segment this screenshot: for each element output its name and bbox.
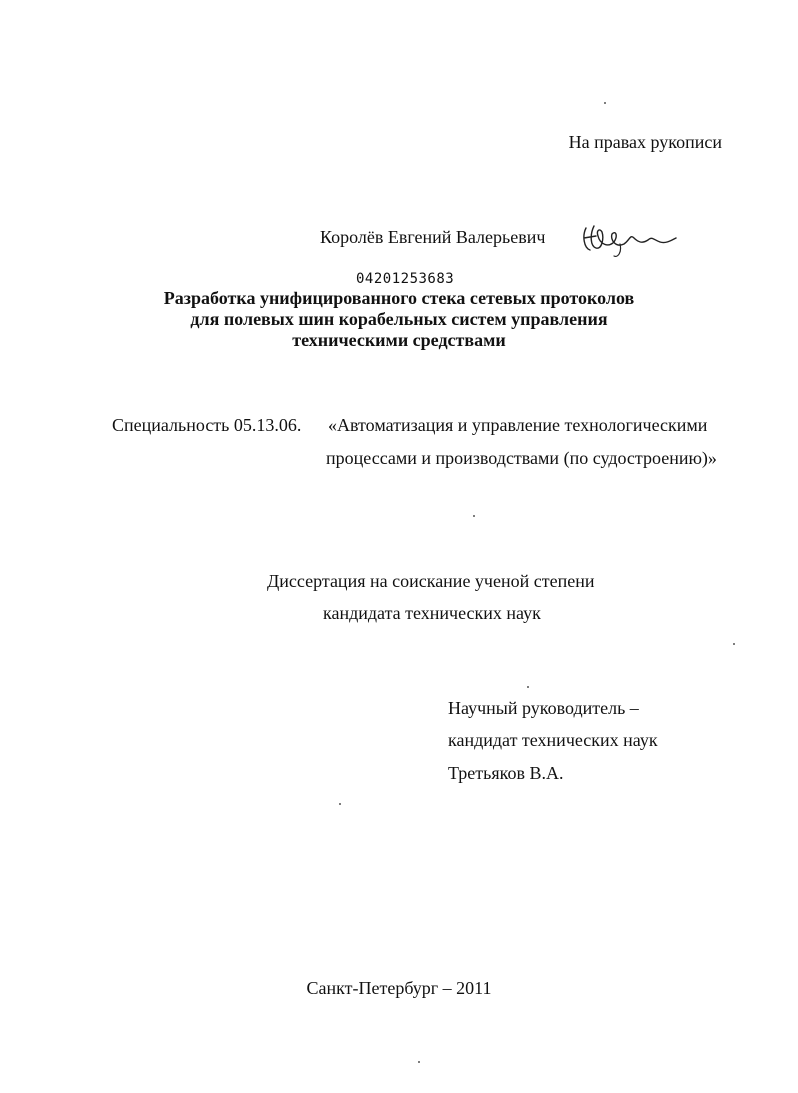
scan-speck: [418, 1061, 420, 1063]
advisor-name: Третьяков В.А.: [448, 763, 564, 783]
specialty-label: Специальность 05.13.06.: [112, 415, 302, 435]
advisor-degree: кандидат технических наук: [448, 730, 658, 750]
author-signature: [580, 214, 680, 264]
advisor-role: Научный руководитель –: [448, 698, 639, 718]
dissertation-title: [0, 288, 798, 351]
place-and-year: Санкт-Петербург – 2011: [306, 978, 492, 998]
scan-speck: [733, 643, 735, 645]
specialty-name-line: процессами и производствами (по судостроению)»: [326, 448, 717, 468]
dissertation-purpose: Диссертация на соискание ученой степени: [267, 571, 595, 591]
scan-speck: [473, 515, 475, 517]
dissertation-degree: кандидата технических наук: [323, 603, 541, 623]
scan-speck: [339, 803, 341, 805]
title-line: Разработка унифицированного стека сетевых протоколов: [163, 288, 635, 308]
specialty-name-line: «Автоматизация и управление технологическими: [328, 415, 708, 435]
title-line: для полевых шин корабельных систем управления: [190, 309, 608, 329]
scan-speck: [604, 102, 606, 104]
document-code: 04201253683: [356, 271, 455, 287]
title-line: техническими средствами: [292, 330, 506, 350]
manuscript-rights-note: На правах рукописи: [568, 132, 722, 152]
scan-speck: [527, 686, 529, 688]
author-name: Королёв Евгений Валерьевич: [320, 227, 546, 247]
